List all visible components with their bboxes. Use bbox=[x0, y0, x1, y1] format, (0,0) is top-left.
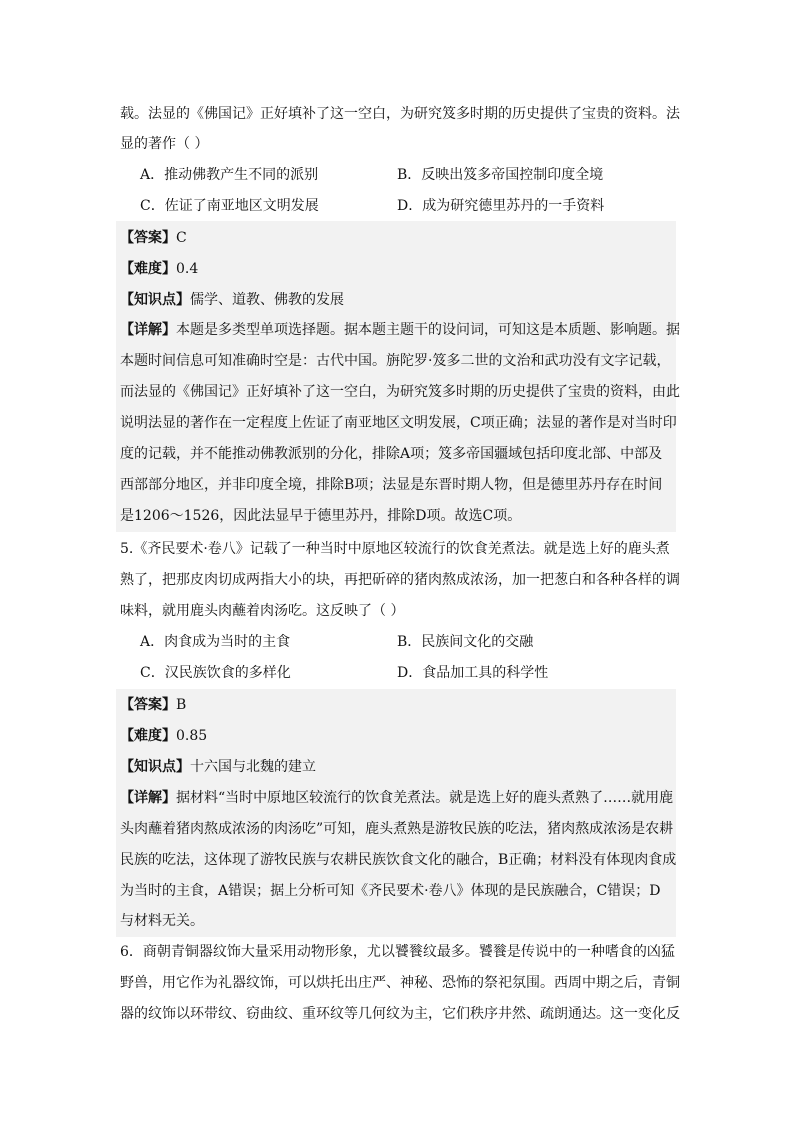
q4-stem-line: 显的著作（ ） bbox=[120, 136, 209, 152]
knowledge-value: 儒学、道教、佛教的发展 bbox=[190, 292, 344, 308]
q4-stem-line: 载。法显的《佛国记》正好填补了这一空白，为研究笈多时期的历史提供了宝贵的资料。法 bbox=[120, 106, 680, 122]
q4-detail-line: 度的记载，并不能推动佛教派别的分化，排除A项；笈多帝国疆域包括印度北部、中部及 bbox=[120, 446, 663, 462]
q6-stem-line: 野兽，用它作为礼器纹饰，可以烘托出庄严、神秘、恐怖的祭祀氛围。西周中期之后，青铜 bbox=[120, 975, 680, 991]
q5-stem-line: 5.《齐民要术·卷八》记载了一种当时中原地区较流行的饮食羌煮法。就是选上好的鹿头煮 bbox=[120, 541, 670, 557]
q5-difficulty bbox=[120, 726, 676, 746]
q4-detail-line: 本题时间信息可知准确时空是：古代中国。旃陀罗·笈多二世的文治和武功没有文字记载， bbox=[120, 353, 671, 369]
q5-option-c: C．汉民族饮食的多样化 bbox=[140, 665, 291, 681]
q4-detail-line: 而法显的《佛国记》正好填补了这一空白，为研究笈多时期的历史提供了宝贵的资料，由此 bbox=[120, 384, 680, 400]
q4-detail-line: 西部部分地区，并非印度全境，排除B项；法显是东晋时期人物，但是德里苏丹存在时间 bbox=[120, 477, 663, 493]
q5-stem-line: 味料，就用鹿头肉蘸着肉汤吃。这反映了（ ） bbox=[120, 603, 405, 619]
q4-difficulty bbox=[120, 259, 676, 279]
q5-knowledge bbox=[120, 757, 676, 777]
detail-label: 【详解】 bbox=[120, 322, 176, 338]
difficulty-label: 【难度】 bbox=[120, 728, 176, 744]
q5-option-a: A．肉食成为当时的主食 bbox=[140, 634, 291, 650]
difficulty-label: 【难度】 bbox=[120, 261, 176, 277]
q5-stem-line: 熟了，把那皮肉切成两指大小的块，再把斫碎的猪肉熬成浓汤，加一把葱白和各种各样的调 bbox=[120, 572, 680, 588]
q5-answer bbox=[120, 695, 676, 715]
q4-detail-line: 是1206～1526，因此法显早于德里苏丹，排除D项。故选C项。 bbox=[120, 508, 522, 524]
q5-detail-line bbox=[120, 788, 676, 808]
answer-value: B bbox=[176, 697, 187, 713]
answer-label: 【答案】 bbox=[120, 230, 176, 246]
knowledge-label: 【知识点】 bbox=[120, 759, 190, 775]
q6-stem-line: 6．商朝青铜器纹饰大量采用动物形象，尤以饕餮纹最多。饕餮是传说中的一种嗜食的凶猛 bbox=[120, 944, 675, 960]
q4-knowledge bbox=[120, 290, 676, 310]
q5-option-d: D．食品加工具的科学性 bbox=[397, 665, 549, 681]
difficulty-value: 0.85 bbox=[176, 728, 208, 744]
answer-label: 【答案】 bbox=[120, 697, 176, 713]
knowledge-label: 【知识点】 bbox=[120, 292, 190, 308]
difficulty-value: 0.4 bbox=[176, 261, 199, 277]
q5-detail-line: 为当时的主食，A错误；据上分析可知《齐民要术·卷八》体现的是民族融合，C错误；D bbox=[120, 883, 661, 899]
detail-text: 本题是多类型单项选择题。据本题主题干的设问词，可知这是本质题、影响题。据 bbox=[176, 322, 680, 338]
q5-detail-line: 头肉蘸着猪肉熬成浓汤的肉汤吃”可知，鹿头煮熟是游牧民族的吃法，猪肉熬成浓汤是农耕 bbox=[120, 821, 674, 837]
q4-option-c: C．佐证了南亚地区文明发展 bbox=[140, 198, 319, 214]
q4-detail-line bbox=[120, 320, 680, 340]
q4-option-d: D．成为研究德里苏丹的一手资料 bbox=[397, 198, 605, 214]
answer-value: C bbox=[176, 230, 187, 246]
q6-stem-line: 器的纹饰以环带纹、窃曲纹、重环纹等几何纹为主，它们秩序井然、疏朗通达。这一变化反 bbox=[120, 1006, 680, 1022]
detail-text: 据材料“当时中原地区较流行的饮食羌煮法。就是选上好的鹿头煮熟了……就用鹿 bbox=[176, 790, 674, 806]
q5-option-b: B．民族间文化的交融 bbox=[397, 634, 534, 650]
q4-answer bbox=[120, 228, 676, 248]
detail-label: 【详解】 bbox=[120, 790, 176, 806]
q5-detail-line: 与材料无关。 bbox=[120, 913, 204, 929]
knowledge-value: 十六国与北魏的建立 bbox=[190, 759, 316, 775]
q5-detail-line: 民族的吃法，这体现了游牧民族与农耕民族饮食文化的融合，B正确；材料没有体现肉食成 bbox=[120, 852, 677, 868]
q4-detail-line: 说明法显的著作在一定程度上佐证了南亚地区文明发展，C项正确；法显的著作是对当时印 bbox=[120, 415, 677, 431]
q4-option-a: A．推动佛教产生不同的派别 bbox=[140, 167, 319, 183]
q4-option-b: B．反映出笈多帝国控制印度全境 bbox=[397, 167, 604, 183]
